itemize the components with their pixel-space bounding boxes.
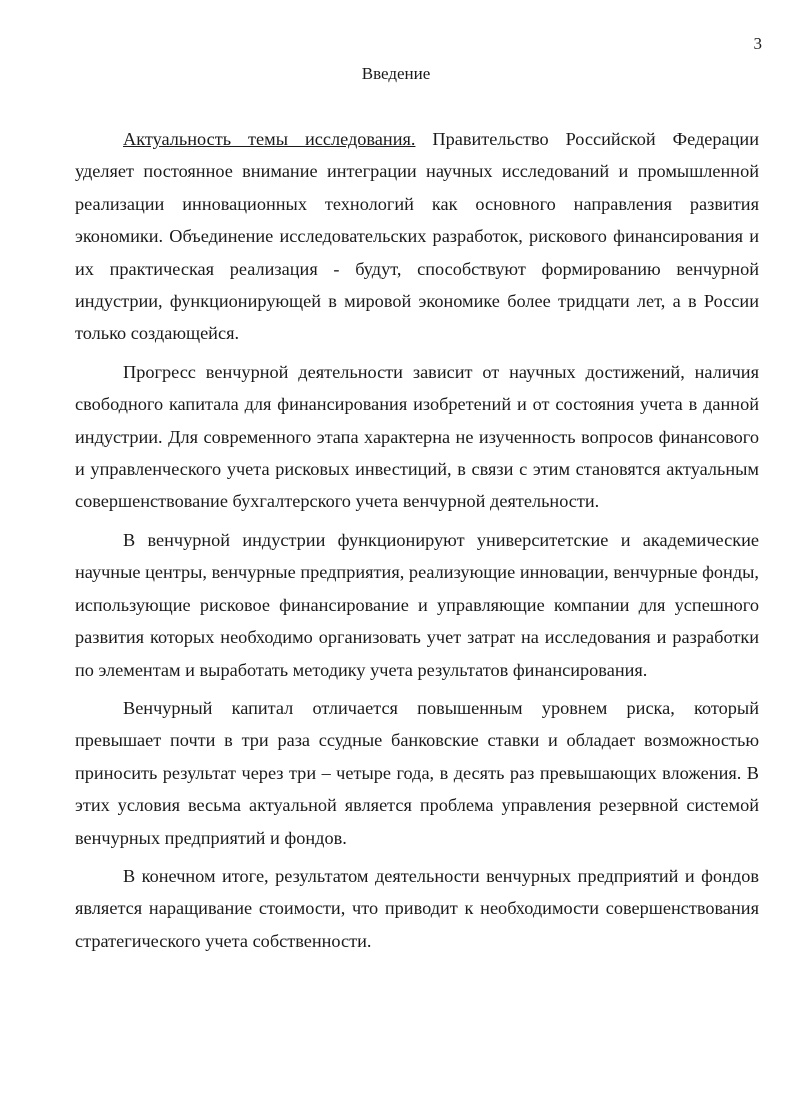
paragraph-relevance [75,123,759,350]
page-number: 3 [753,34,762,53]
paragraph-result: В конечном итоге, результатом деятельности венчурных предприятий и фондов является наращивание стоимости, что приводит к необходимости совершенствования стратегического учета собственности. [75,865,759,951]
paragraph-text: Правительство Российской Федерации уделяет постоянное внимание интеграции научных исследований и промышленной реализации инновационных технологий как основного направления развития экономики. Объединение исследовательских разработок, рискового финансирования и их практическая реализация - будут, способствуют формированию венчурной индустрии, функционирующей в мировой экономике более тридцати лет, а в России только создающейся. [75,129,759,344]
document-body [75,123,759,957]
page-title: Введение [361,64,431,83]
paragraph-progress: Прогресс венчурной деятельности зависит от научных достижений, наличия свободного капитала для финансирования изобретений и от состояния учета в данной индустрии. Для современного этапа характерна не изученность вопросов финансового и управленческого учета рисковых инвестиций, в связи с этим становятся актуальным совершенствование бухгалтерского учета венчурной деятельности. [75,361,759,512]
paragraph-industry: В венчурной индустрии функционируют университетские и академические научные центры, венчурные предприятия, реализующие инновации, венчурные фонды, использующие рисковое финансирование и управляющие компании для успешного развития которых необходимо организовать учет затрат на исследования и разработки по элементам и выработать методику учета результатов финансирования. [75,529,759,680]
relevance-lead: Актуальность темы исследования. [123,129,416,149]
paragraph-capital: Венчурный капитал отличается повышенным уровнем риска, который превышает почти в три раза ссудные банковские ставки и обладает возможностью приносить результат через три – четыре года, в десять раз превышающих вложения. В этих условия весьма актуальной является проблема управления резервной системой венчурных предприятий и фондов. [75,697,759,848]
